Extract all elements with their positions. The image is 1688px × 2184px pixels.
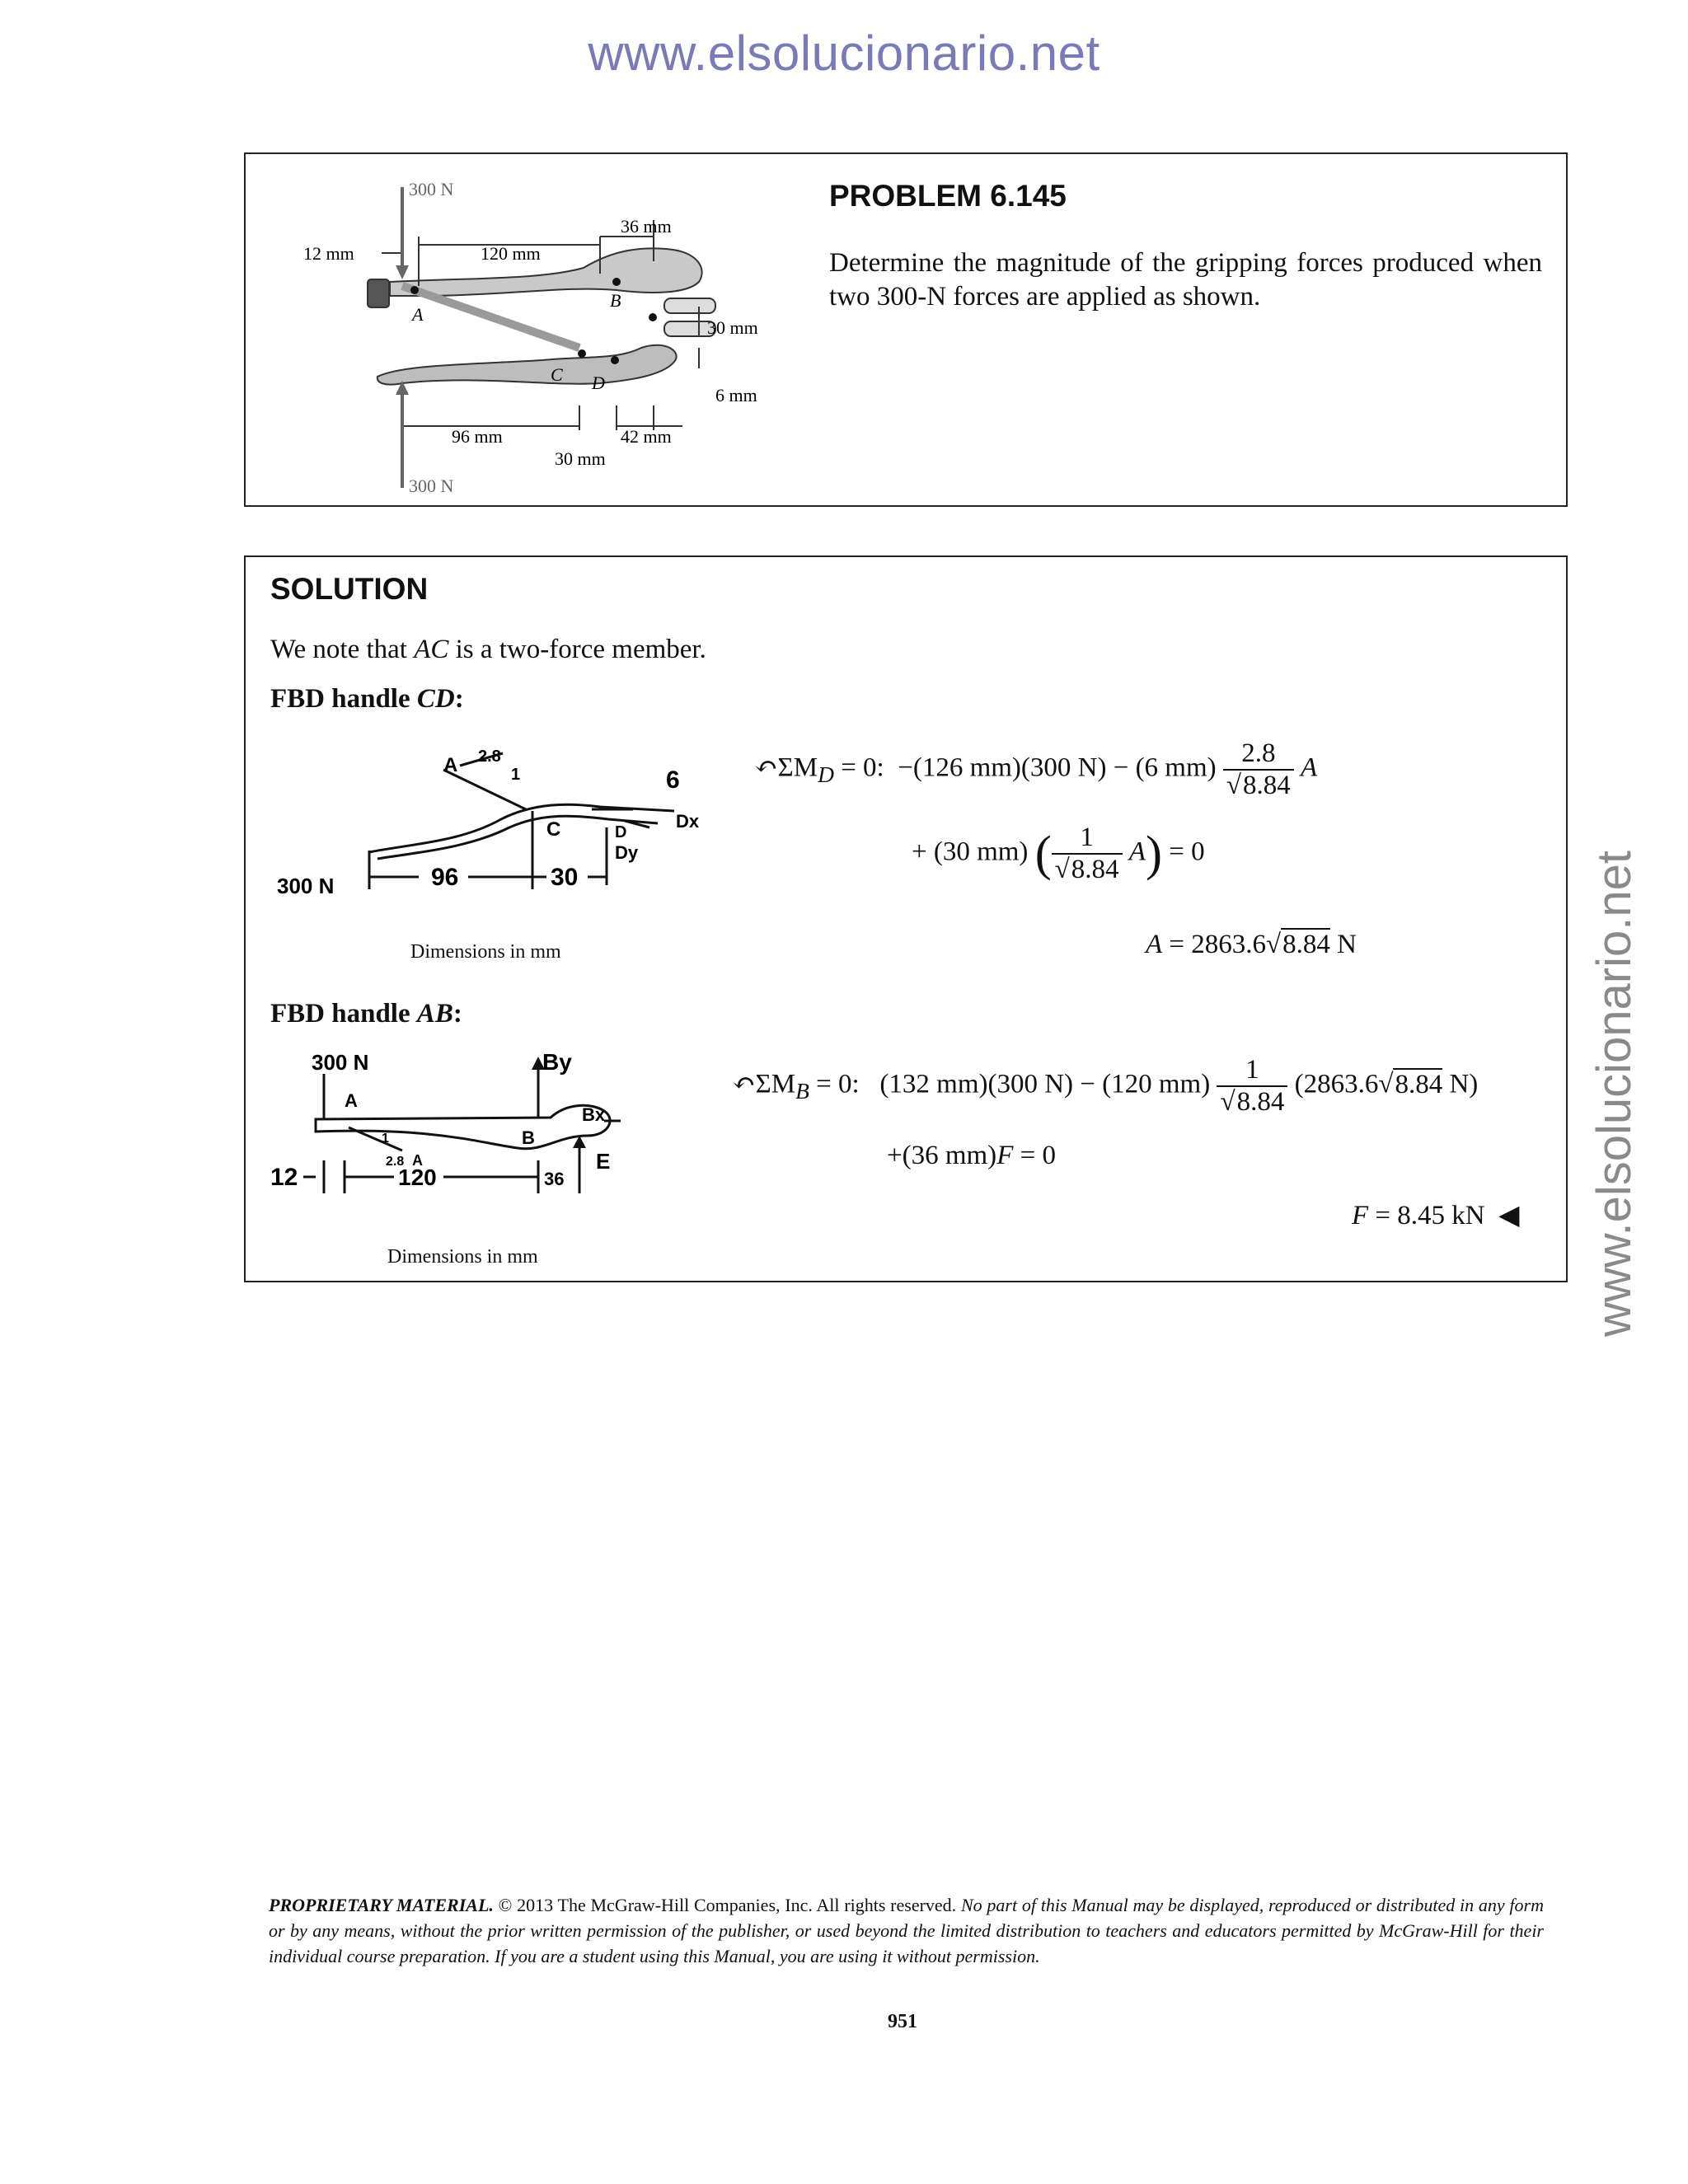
fbd-cd-label-a: A [443, 754, 458, 776]
fbd-ab-one: 1 [382, 1132, 389, 1146]
label-a: A [412, 304, 424, 325]
fbd-ab-label-by: By [542, 1049, 572, 1075]
fbd-ab-d36: 36 [544, 1169, 565, 1189]
adjust-knob [368, 279, 389, 307]
eq-moment-b-cont: +(36 mm)F = 0 [887, 1141, 1056, 1170]
dim-6-label: 6 mm [715, 385, 757, 405]
pin-a [410, 286, 419, 294]
upper-jaw [664, 298, 715, 313]
fbd-ab-heading: FBD handle AB: [270, 999, 462, 1029]
fbd-cd-label-c: C [546, 818, 561, 841]
problem-statement: Determine the magnitude of the gripping forces produced when two 300-N forces are applied as shown. [829, 248, 1542, 312]
footer-copyright: PROPRIETARY MATERIAL. © 2013 The McGraw-Hill Companies, Inc. All rights reserved. No part of this Manual may be displayed, reproduced or distributed in any form or by any means, without the prior written permission of the publisher, or used beyond the limited distribution to teachers and educators permitted by McGraw-Hill for their individual course preparation. If you are a student using this Manual, you are using it without permission. [269, 1895, 1544, 1966]
fbd-ab-label-e: E [596, 1149, 611, 1174]
fbd-cd-label-d: D [615, 823, 627, 841]
fbd-ab-sketch [270, 1045, 649, 1210]
result-a: A = 2863.6√8.84 N [1146, 930, 1357, 959]
fbd-cd-sketch [270, 745, 732, 910]
force-bottom-label: 300 N [409, 476, 454, 496]
pin-d [611, 356, 619, 364]
fbd-cd-slope: 2.8 [478, 748, 501, 766]
fbd-cd-heading: FBD handle CD: [270, 684, 464, 714]
ccw-moment-icon: ↶ [754, 752, 778, 783]
label-b: B [610, 290, 621, 311]
fbd-ab-label-a: A [345, 1090, 358, 1111]
fbd-cd-label-dx: Dx [676, 811, 700, 832]
solution-note: We note that AC is a two-force member. [270, 635, 706, 664]
dim-42-label: 42 mm [621, 426, 672, 447]
solution-title: SOLUTION [270, 572, 429, 606]
dim-36-label: 36 mm [621, 216, 672, 237]
dim-96-label: 96 mm [452, 426, 503, 447]
fbd-cd-one: 1 [511, 766, 521, 784]
fbd-cd-d30: 30 [551, 864, 579, 891]
lower-handle [377, 345, 677, 385]
eq-moment-b: $↶\Sigma M_B = 0$: (132 mm)(300 N) − (120 mm) $\frac{1}{√8.84}$ (2863.6√8.84 N) [732, 1055, 1479, 1117]
force-top-label: 300 N [409, 179, 454, 199]
watermark-top[interactable]: www.elsolucionario.net [588, 26, 1100, 81]
pin-c [578, 349, 586, 358]
label-d: D [592, 373, 605, 393]
problem-box [244, 152, 1568, 507]
fbd-ab-d12: 12 [270, 1164, 298, 1191]
eq-moment-d-cont: + (30 mm) ( $\frac{1}{√8.84}$ A) = 0 [912, 823, 1205, 884]
link-ac [402, 286, 579, 348]
pliers-figure [270, 171, 781, 496]
upper-handle [390, 248, 702, 296]
dim-12-label: 12 mm [303, 243, 354, 264]
page-number: 951 [888, 2011, 917, 2032]
fbd-cd-force: 300 N [277, 874, 335, 898]
dim-30b-label: 30 mm [555, 448, 606, 469]
problem-title: PROBLEM 6.145 [829, 179, 1067, 213]
result-f: F = 8.45 kN ◀ [1352, 1201, 1520, 1230]
answer-marker-icon: ◀ [1498, 1201, 1520, 1230]
fbd-cd-six: 6 [666, 766, 680, 794]
fbd-ab-caption: Dimensions in mm [387, 1246, 538, 1268]
eq-moment-d: $↶\Sigma M_D = 0$: −(126 mm)(300 N) − (6 mm) $\frac{2.8}{√8.84}$ A [754, 738, 1318, 800]
pin-b [612, 278, 621, 286]
watermark-side-text[interactable]: www.elsolucionario.net [1587, 851, 1641, 1337]
fbd-ab-slope: 2.8 [386, 1155, 405, 1169]
solution-box [244, 555, 1568, 1282]
fbd-ab-force: 300 N [312, 1050, 369, 1075]
ccw-moment-icon-2: ↶ [732, 1068, 756, 1099]
dim-30r-label: 30 mm [707, 317, 758, 338]
fbd-ab-label-bx: Bx [582, 1104, 606, 1125]
fbd-ab-d120: 120 [398, 1165, 437, 1190]
fbd-cd-caption: Dimensions in mm [410, 941, 561, 963]
label-c: C [551, 364, 563, 385]
fbd-cd-d96: 96 [431, 864, 459, 891]
fbd-cd-label-dy: Dy [615, 842, 639, 863]
dim-120-label: 120 mm [481, 243, 541, 264]
fbd-ab-label-a2: A [412, 1152, 423, 1169]
fbd-ab-label-b: B [522, 1127, 535, 1148]
